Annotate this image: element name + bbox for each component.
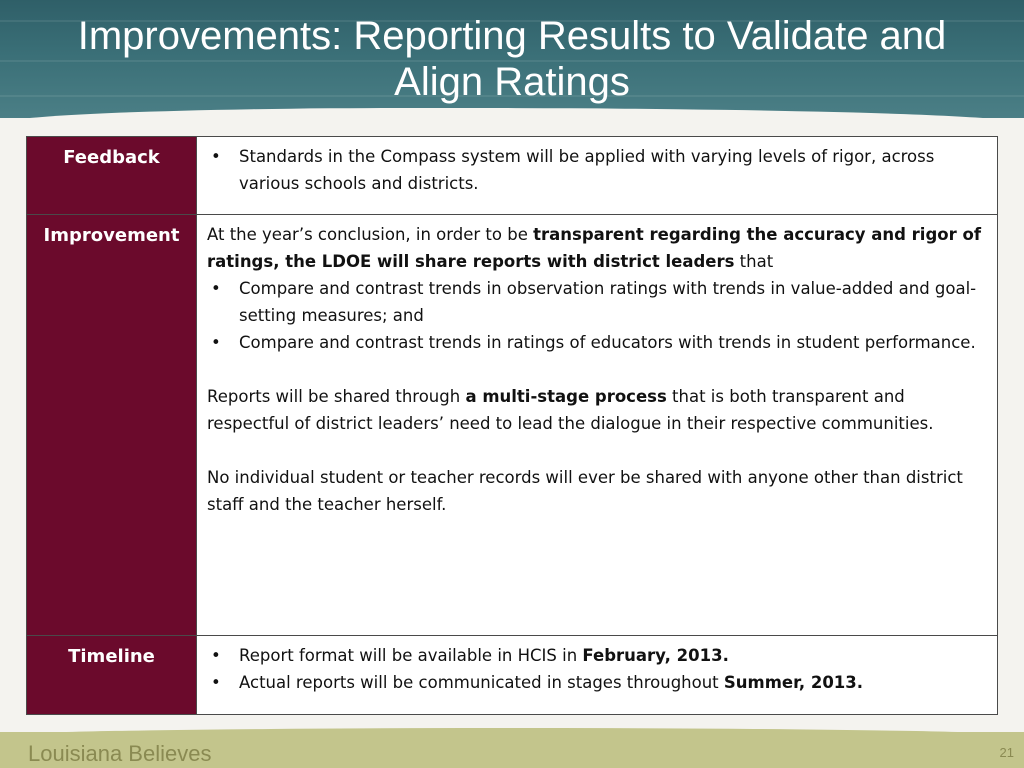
page-number: 21 [999, 745, 1014, 760]
slide-title [20, 13, 1004, 105]
row-content-improvement [197, 215, 997, 635]
intro-text-end: that [734, 252, 774, 271]
improvement-intro [207, 221, 987, 275]
improvement-paragraph-privacy: No individual student or teacher records will ever be shared with anyone other than district staff and the teacher herself. [207, 468, 963, 514]
row-label-feedback: Feedback [27, 137, 197, 214]
slide-title-line1: Improvements: Reporting Results to Validate and [77, 14, 947, 58]
process-text-end: that is both transparent and respectful of district leaders’ need to lead the dialogue in their respective communities. [207, 387, 934, 433]
timeline-text: Actual reports will be communicated in stages throughout [239, 673, 724, 692]
process-text: Reports will be shared through [207, 387, 466, 406]
timeline-text: Report format will be available in HCIS in [239, 646, 583, 665]
list-item: • Compare and contrast trends in observation ratings with trends in value-added and goal-setting measures; and [207, 275, 987, 329]
row-label-timeline: Timeline [27, 636, 197, 714]
list-item [207, 642, 987, 669]
footer-brand: Louisiana Believes [28, 741, 212, 766]
improvement-paragraph-process [207, 383, 987, 437]
process-emphasis: a multi-stage process [465, 387, 667, 406]
list-item: • Standards in the Compass system will be applied with varying levels of rigor, across various schools and districts. [207, 143, 987, 197]
feedback-list [207, 143, 987, 197]
intro-emphasis: transparent regarding the accuracy and rigor of ratings, the LDOE will share reports with district leaders [207, 225, 982, 271]
timeline-date: February, 2013. [582, 646, 729, 665]
row-content-timeline [197, 636, 997, 714]
timeline-list [207, 642, 987, 696]
list-item: • Compare and contrast trends in ratings of educators with trends in student performance. [207, 329, 987, 356]
row-label-improvement: Improvement [27, 215, 197, 635]
intro-text: At the year’s conclusion, in order to be [207, 225, 534, 244]
table-row-timeline [27, 635, 997, 714]
table-row-feedback [27, 137, 997, 214]
timeline-date: Summer, 2013. [723, 673, 864, 692]
improvement-list [207, 275, 987, 356]
table-row-improvement [27, 214, 997, 635]
list-item [207, 669, 987, 696]
slide-title-line2: Align Ratings [394, 60, 630, 104]
content-table [26, 136, 998, 715]
row-content-feedback [197, 137, 997, 214]
